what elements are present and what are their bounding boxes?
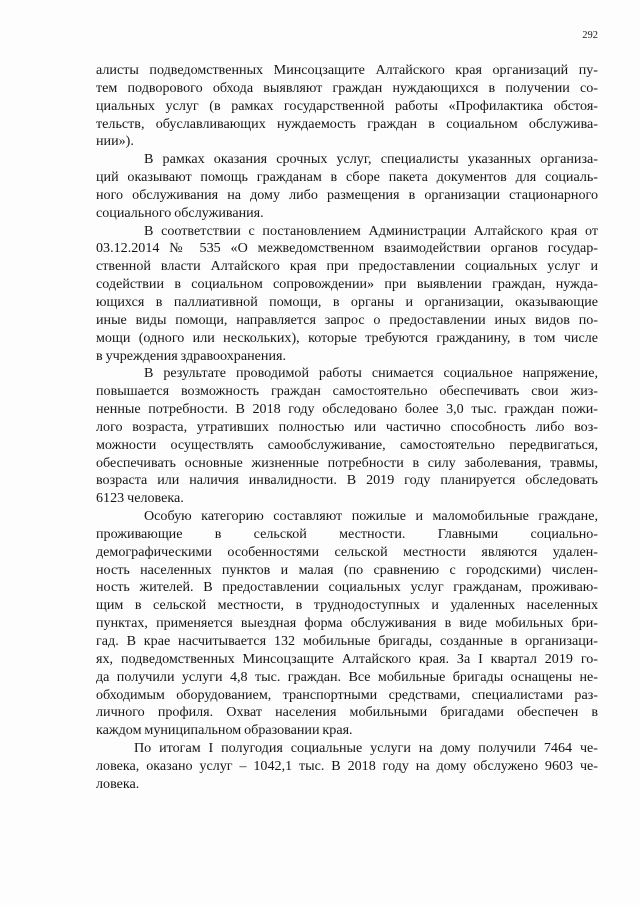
text-line: в учреждения здравоохранения.	[96, 347, 286, 364]
text-line: щим в сельской местности, в труднодоступных и удаленных населенных	[96, 597, 598, 614]
text-line: ловека.	[96, 775, 140, 792]
text-line: ненные потребности. В 2018 году обследовано более 3,0 тыс. граждан пожи-	[96, 401, 598, 418]
paragraph	[96, 508, 598, 740]
text-line: демографическими особенностями сельской местности являются удален-	[96, 543, 598, 560]
paragraph	[96, 62, 598, 151]
text-line: ность населенных пунктов и малая (по сравнению с городскими) числен-	[96, 561, 598, 578]
text-line: личного профиля. Охват населения мобильными бригадами обеспечен в	[96, 704, 598, 721]
paragraph	[96, 740, 598, 794]
text-line: ловека, оказано услуг – 1042,1 тыс. В 2018 году на дому обслужено 9603 че-	[96, 757, 598, 774]
paragraph	[96, 365, 598, 508]
text-line: В рамках оказания срочных услуг, специалисты указанных организа-	[144, 151, 598, 168]
text-line: проживающие в сельской местности. Главными социально-	[96, 525, 598, 542]
text-line: гад. В крае насчитывается 132 мобильные бригады, созданные в организаци-	[96, 633, 598, 649]
text-line: да получили услуги 4,8 тыс. граждан. Все мобильные бригады оснащены не-	[96, 668, 598, 685]
document-body	[96, 62, 598, 794]
text-line: циальных услуг (в рамках государственной работы «Профилактика обстоя-	[96, 97, 598, 114]
text-line: мощи (одного или нескольких), которые требуются гражданину, в том числе	[96, 329, 598, 346]
paragraph	[96, 223, 598, 366]
text-line: ного обслуживания на дому либо размещения в организации стационарного	[96, 186, 598, 203]
text-line: тем подворового обхода выявляют граждан нуждающихся в получении со-	[96, 79, 598, 96]
text-line: 6123 человека.	[96, 490, 184, 507]
text-line: ность жителей. В предоставлении социальных услуг гражданам, проживаю-	[96, 579, 598, 596]
text-line: каждом муниципальном образовании края.	[96, 722, 353, 739]
text-line: содействии в социальном сопровождении» при выявлении граждан, нужда-	[96, 276, 598, 293]
text-line: ций оказывают помощь гражданам в сборе пакета документов для социаль-	[96, 169, 598, 186]
text-line: иные виды помощи, направляется запрос о предоставлении иных видов по-	[96, 311, 598, 328]
text-line: ственной власти Алтайского края при предоставлении социальных услуг и	[96, 258, 598, 275]
text-line: социального обслуживания.	[96, 204, 264, 221]
text-line: 03.12.2014 № 535 «О межведомственном взаимодействии органов государ-	[96, 240, 598, 257]
text-line: алисты подведомственных Минсоцзащите Алтайского края организаций пу-	[96, 62, 598, 78]
text-line: можности осуществлять самообслуживание, самостоятельно передвигаться,	[96, 436, 598, 453]
text-line: повышается возможность граждан самостоятельно обеспечивать свои жиз-	[96, 383, 598, 400]
text-line: обеспечивать основные жизненные потребности в силу заболевания, травмы,	[96, 454, 598, 471]
text-line: По итогам I полугодия социальные услуги на дому получили 7464 че-	[134, 740, 598, 757]
text-line: тельств, обуславливающих нуждаемость граждан в социальном обслужива-	[96, 115, 598, 132]
text-line: В соответствии с постановлением Администрации Алтайского края от	[144, 222, 598, 239]
paragraph	[96, 151, 598, 222]
text-line: В результате проводимой работы снимается социальное напряжение,	[144, 365, 598, 382]
text-line: ях, подведомственных Минсоцзащите Алтайского края. За I квартал 2019 го-	[96, 650, 598, 667]
text-line: ющихся в паллиативной помощи, в органы и организации, оказывающие	[96, 293, 598, 310]
text-line: обходимым оборудованием, транспортными средствами, специалистами раз-	[96, 686, 598, 703]
text-line: пунктах, применяется выездная форма обслуживания в виде мобильных бри-	[96, 615, 598, 632]
text-line: лого возраста, утративших полностью или частично способность либо воз-	[96, 418, 598, 435]
text-line: Особую категорию составляют пожилые и маломобильные граждане,	[144, 508, 598, 525]
text-line: возраста или наличия инвалидности. В 2019 году планируется обследовать	[96, 472, 598, 489]
page-number: 292	[582, 30, 598, 41]
text-line: нии»).	[96, 133, 134, 150]
